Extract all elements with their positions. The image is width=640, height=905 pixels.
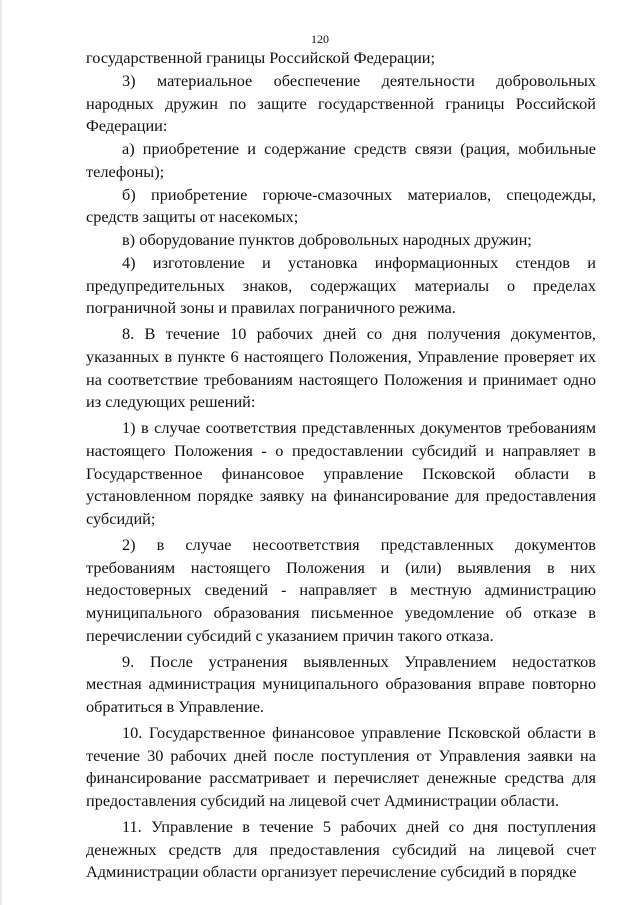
paragraph-subitem-a: а) приобретение и содержание средств связи (рация, мобильные телефоны); xyxy=(86,139,596,181)
paragraph-clause-10: 10. Государственное финансовое управление Псковской области в течение 30 рабочих дней после поступления от Управления заявки на финансирование рассматривает и перечисляет денежные средства для предоставления субсидий на лицевой счет Администрации области. xyxy=(86,722,596,810)
document-body xyxy=(86,47,596,884)
paragraph-subitem-v: в) оборудование пунктов добровольных народных дружин; xyxy=(122,230,532,249)
paragraph-clause-11: 11. Управление в течение 5 рабочих дней со дня поступления денежных средств для предоставления субсидий на лицевой счет Администрации области организует перечисление субсидий в порядке xyxy=(86,816,596,882)
paragraph-clause-8: 8. В течение 10 рабочих дней со дня получения документов, указанных в пункте 6 настоящего Положения, Управление проверяет их на соответствие требованиям настоящего Положения и принимает одно из следующих решений: xyxy=(86,324,596,412)
paragraph-subitem-b: б) приобретение горюче-смазочных материалов, спецодежды, средств защиты от насекомых; xyxy=(86,184,596,227)
page-number: 120 xyxy=(311,32,329,46)
paragraph-decision-2: 2) в случае несоответствия представленных документов требованиям настоящего Положения и (или) выявления в них недостоверных сведений - направляет в местную администрацию муниципального образования письменное уведомление об отказе в перечислении субсидий с указанием причин такого отказа. xyxy=(86,534,596,645)
scan-edge xyxy=(0,0,2,905)
paragraph-item-4: 4) изготовление и установка информационных стендов и предупредительных знаков, содержащих материалы о пределах пограничной зоны и правилах пограничного режима. xyxy=(86,252,596,318)
paragraph-continuation: государственной границы Российской Федерации; xyxy=(86,48,436,67)
paragraph-item-3: 3) материальное обеспечение деятельности добровольных народных дружин по защите государственной границы Российской Федерации: xyxy=(86,70,596,136)
paragraph-decision-1: 1) в случае соответствия представленных документов требованиям настоящего Положения - о предоставлении субсидий и направляет в Государственное финансовое управление Псковской области в установленном порядке заявку на финансирование для предоставления субсидий; xyxy=(86,418,596,528)
paragraph-clause-9: 9. После устранения выявленных Управлением недостатков местная администрация муниципального образования вправе повторно обратиться в Управление. xyxy=(86,651,596,716)
